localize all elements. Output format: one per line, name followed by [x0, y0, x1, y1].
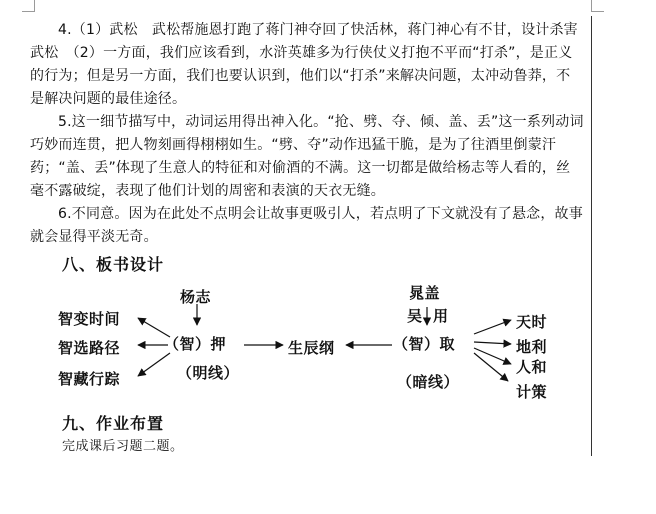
section-8-heading: 八、板书设计 [62, 255, 165, 274]
node-right-2: 地利 [516, 338, 548, 356]
node-yangzhi: 杨志 [180, 288, 212, 306]
answer-4-paragraph: 4.（1）武松 武松帮施恩打跑了蒋门神夺回了快活林，蒋门神心有不甘，设计杀害武松 （2）一方面，我们应该看到，水浒英雄多为行侠仗义打抱不平而“打杀”，是正义的行为；但是另一方面，我们也要认识到，他们以“打杀”来解决问题，太冲动鲁莽，不是解决问题的最佳途径。 [30, 22, 578, 107]
node-zhi-qu: （智）取 [393, 335, 456, 353]
node-right-4: 计策 [516, 383, 548, 401]
node-right-3: 人和 [516, 358, 548, 376]
homework-text: 完成课后习题二题。 [62, 439, 184, 454]
node-chaogai: 晁盖 [409, 284, 441, 302]
arrow-to-right-1 [474, 320, 511, 334]
node-left-3: 智藏行踪 [58, 370, 121, 388]
node-left-2: 智选路径 [58, 339, 121, 357]
answer-6-paragraph: 6.不同意。因为在此处不点明会让故事更吸引人，若点明了下文就没有了悬念，故事就会显得平淡无奇。 [30, 206, 583, 245]
arrow-to-right-4 [474, 353, 508, 381]
node-wuyong-1: 吴 [407, 307, 423, 325]
arrow-to-right-2 [474, 342, 511, 344]
node-right-1: 天时 [516, 313, 548, 331]
node-center-shengchengang: 生辰纲 [288, 339, 335, 357]
node-wuyong-2: 用 [433, 307, 449, 325]
arrow-to-left-3 [138, 353, 170, 376]
node-anxian: （暗线） [397, 373, 460, 391]
node-zhi-ya: （智）押 [164, 335, 227, 353]
section-9-heading: 九、作业布置 [62, 414, 165, 433]
node-left-1: 智变时间 [58, 310, 121, 328]
answer-5-paragraph: 5.这一细节描写中，动词运用得出神入化。“抢、劈、夺、倾、盖、丢”这一系列动词巧妙而连贯，把人物刻画得栩栩如生。“劈、夺”动作迅猛干脆，是为了往酒里倒蒙汗药；“盖、丢”体现了生意人的特征和对偷酒的不满。这一切都是做给杨志等人看的，丝毫不露破绽，表现了他们计划的周密和表演的天衣无缝。 [30, 114, 584, 199]
arrow-to-right-3 [474, 348, 511, 364]
node-mingxian: （明线） [177, 364, 240, 382]
